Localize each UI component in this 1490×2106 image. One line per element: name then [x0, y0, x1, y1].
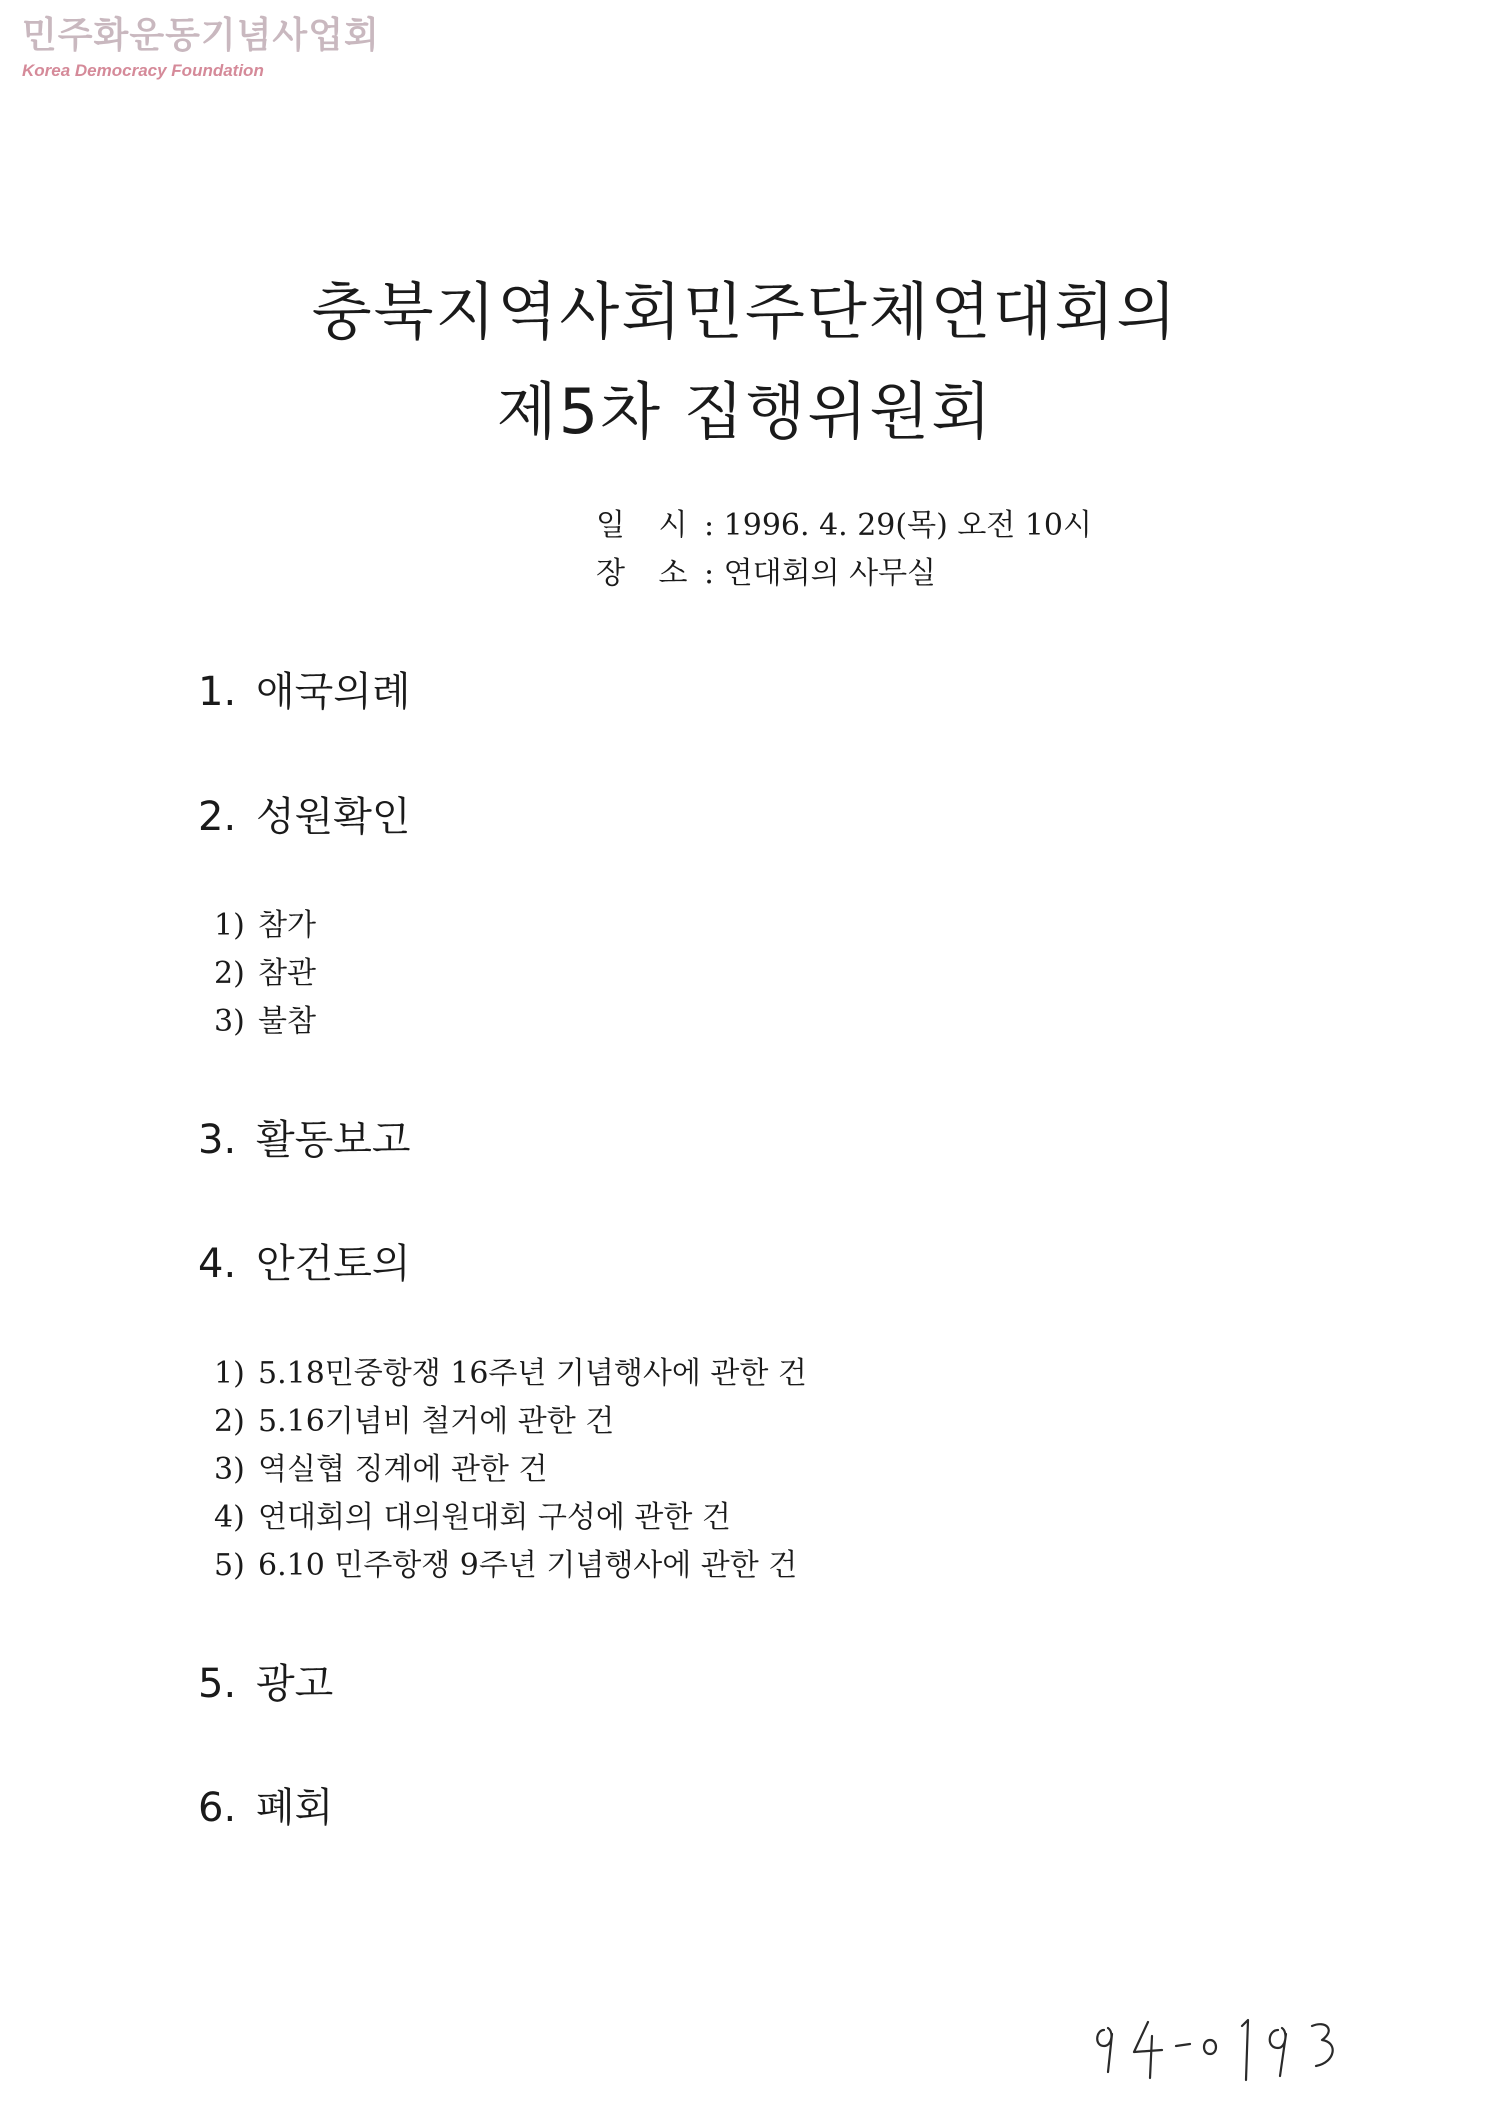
section-number: 6. [198, 1785, 237, 1831]
agenda-item [214, 1396, 614, 1440]
section-item [198, 785, 411, 842]
agenda-label: 연대회의 대의원대회 구성에 관한 건 [258, 1500, 731, 1535]
place-label: 장 소 [596, 556, 700, 591]
section-label: 안건토의 [256, 1241, 411, 1287]
attendance-item [214, 900, 316, 944]
section-label: 애국의례 [256, 669, 411, 715]
watermark-english: Korea Democracy Foundation [22, 61, 264, 80]
document-subtitle: 제5차 집행위원회 [496, 375, 994, 448]
agenda-number: 1) [214, 1356, 245, 1391]
watermark [22, 15, 380, 80]
agenda-item [214, 1492, 731, 1536]
attendance-label: 참가 [258, 908, 316, 943]
agenda-label: 5.16기념비 철거에 관한 건 [258, 1404, 615, 1439]
agenda-item [214, 1348, 807, 1392]
agenda-label: 역실협 징계에 관한 건 [258, 1452, 548, 1487]
agenda-item [214, 1540, 797, 1584]
attendance-number: 3) [214, 1004, 245, 1039]
handwritten-note [1090, 2000, 1370, 2090]
agenda-number: 2) [214, 1404, 245, 1439]
agenda-label: 6.10 민주항쟁 9주년 기념행사에 관한 건 [258, 1548, 798, 1583]
agenda-item [214, 1444, 547, 1488]
attendance-number: 1) [214, 908, 245, 943]
section-item [198, 1652, 333, 1709]
place-value: : 연대회의 사무실 [704, 556, 937, 591]
attendance-number: 2) [214, 956, 245, 991]
section-number: 5. [198, 1661, 237, 1707]
agenda-label: 5.18민중항쟁 16주년 기념행사에 관한 건 [258, 1356, 807, 1391]
agenda-number: 5) [214, 1548, 245, 1583]
attendance-label: 참관 [258, 956, 316, 991]
section-number: 1. [198, 669, 237, 715]
section-item [198, 1776, 333, 1833]
attendance-label: 불참 [258, 1004, 316, 1039]
section-label: 광고 [256, 1661, 334, 1707]
date-label: 일 시 [596, 508, 700, 543]
section-item [198, 1108, 411, 1165]
watermark-korean: 민주화운동기념사업회 [22, 15, 380, 56]
agenda-number: 4) [214, 1500, 245, 1535]
meeting-place [596, 548, 936, 592]
agenda-number: 3) [214, 1452, 245, 1487]
section-item [198, 1232, 411, 1289]
section-number: 2. [198, 794, 237, 840]
section-label: 성원확인 [256, 794, 411, 840]
attendance-item [214, 948, 316, 992]
attendance-item [214, 996, 316, 1040]
section-item [198, 660, 411, 717]
section-number: 4. [198, 1241, 237, 1287]
section-label: 활동보고 [256, 1117, 411, 1163]
section-label: 폐회 [256, 1785, 334, 1831]
document-title: 충북지역사회민주단체연대회의 [311, 275, 1179, 348]
meeting-date [596, 500, 1092, 544]
date-value: : 1996. 4. 29(목) 오전 10시 [704, 508, 1092, 543]
section-number: 3. [198, 1117, 237, 1163]
